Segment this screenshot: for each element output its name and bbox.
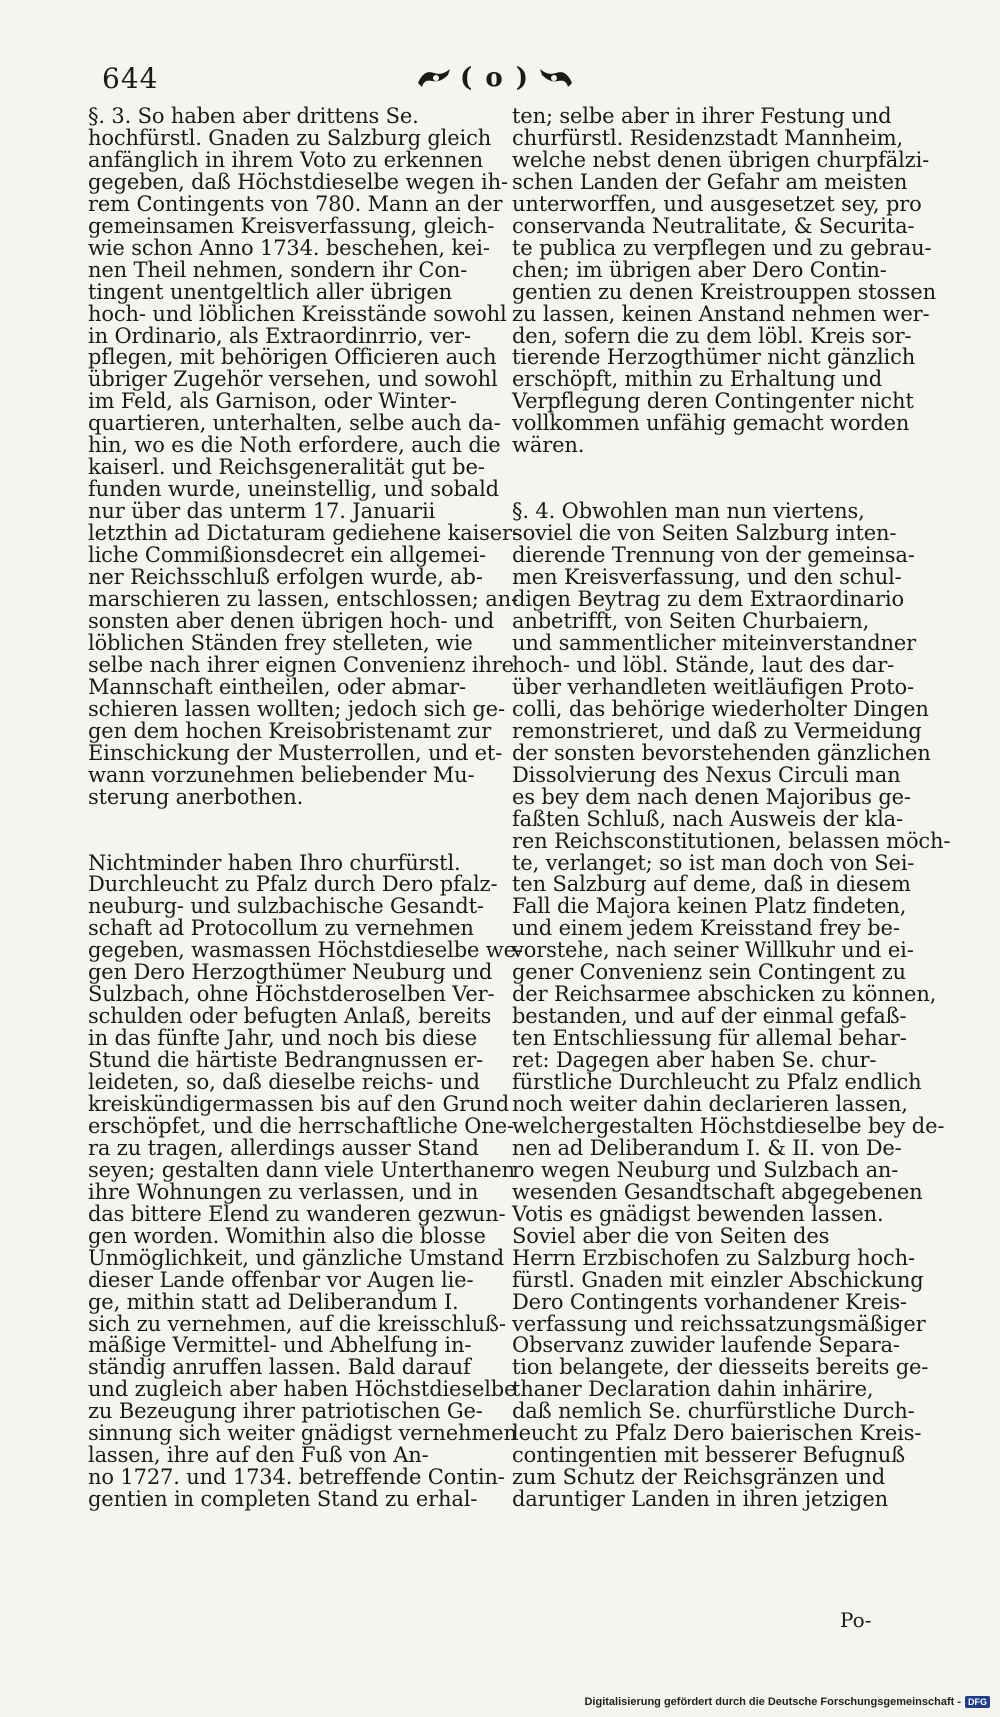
text-line: der sonsten bevorstehenden gänzlichen <box>512 740 931 765</box>
text-line: hochfürstl. Gnaden zu Salzburg gleich <box>88 125 492 150</box>
text-line: vollkommen unfähig gemacht worden <box>512 411 910 436</box>
text-line: te, verlanget; so ist man doch von Sei- <box>512 850 915 875</box>
text-line: ren Reichsconstitutionen, belassen möch- <box>512 828 951 853</box>
text-line: das bittere Elend zu wanderen gezwun- <box>88 1201 506 1226</box>
text-line: ten Entschliessung für allemal behar- <box>512 1026 907 1051</box>
text-line: zum Schutz der Reichsgränzen und <box>512 1465 886 1490</box>
text-line: zu Bezeugung ihrer patriotischen Ge- <box>88 1399 483 1424</box>
text-line: gentien in completen Stand zu erhal- <box>88 1487 478 1512</box>
text-line: sterung anerbothen. <box>88 784 304 809</box>
ornament-text: ( o ) <box>459 63 531 93</box>
text-line: mäßige Vermittel- und Abhelfung in- <box>88 1333 472 1358</box>
text-line: marschieren zu lassen, entschlossen; an- <box>88 586 518 611</box>
text-line: Mannschaft eintheilen, oder abmar- <box>88 674 466 699</box>
left-column <box>88 104 523 1512</box>
text-line: neuburg- und sulzbachische Gesandt- <box>88 894 484 919</box>
text-line: Durchleucht zu Pfalz durch Dero pfalz- <box>88 872 498 897</box>
text-line: tion belangete, der diesseits bereits ge- <box>512 1355 929 1380</box>
text-line: gener Convenienz sein Contingent zu <box>512 960 906 985</box>
text-line: pflegen, mit behörigen Officieren auch <box>88 345 497 370</box>
dfg-logo: DFG <box>965 1696 990 1708</box>
text-line: Verpflegung deren Contingenter nicht <box>512 389 914 414</box>
text-line: funden wurde, uneinstellig, und sobald <box>88 477 499 502</box>
text-line: Nichtminder haben Ihro churfürstl. <box>88 850 461 875</box>
text-line: ständig anruffen lassen. Bald darauf <box>88 1355 471 1380</box>
text-line: quartieren, unterhalten, selbe auch da- <box>88 411 501 436</box>
text-line: dieser Lande offenbar vor Augen lie- <box>88 1267 474 1292</box>
text-line: schieren lassen wollten; jedoch sich ge- <box>88 696 505 721</box>
text-line: nur über das unterm 17. Januarii <box>88 499 436 524</box>
text-line: te publica zu verpflegen und zu gebrau- <box>512 235 932 260</box>
text-line: sonsten aber denen übrigen hoch- und <box>88 608 495 633</box>
text-line: es bey dem nach denen Majoribus ge- <box>512 784 911 809</box>
text-line: nen ad Deliberandum I. & II. von De- <box>512 1135 902 1160</box>
text-line: ro wegen Neuburg und Sulzbach an- <box>512 1157 899 1182</box>
text-line: gen Dero Herzogthümer Neuburg und <box>88 960 493 985</box>
text-line: Fall die Majora keinen Platz findeten, <box>512 894 907 919</box>
text-line: ten; selbe aber in ihrer Festung und <box>512 104 892 128</box>
text-line: kreiskündigermassen bis auf den Grund <box>88 1091 510 1116</box>
text-line: selbe nach ihrer eignen Convenienz ihre <box>88 652 514 677</box>
text-line: faßten Schluß, nach Ausweis der kla- <box>512 806 903 831</box>
text-line: gen dem hochen Kreisobristenamt zur <box>88 718 492 743</box>
text-line: remonstrieret, und daß zu Vermeidung <box>512 718 922 743</box>
text-line: ner Reichsschluß erfolgen wurde, ab- <box>88 565 483 590</box>
text-line: wann vorzunehmen beliebender Mu- <box>88 762 475 787</box>
text-line: gegeben, daß Höchstdieselbe wegen ih- <box>88 169 508 194</box>
text-line: schen Landen der Gefahr am meisten <box>512 169 908 194</box>
text-line: welche nebst denen übrigen churpfälzi- <box>512 147 930 172</box>
paragraph-pfalz <box>88 850 523 1512</box>
text-line: in das fünfte Jahr, und noch bis diese <box>88 1026 478 1051</box>
text-line: §. 3. So haben aber drittens Se. <box>88 104 419 128</box>
text-line: Observanz zuwider laufende Separa- <box>512 1333 900 1358</box>
text-line: gegeben, wasmassen Höchstdieselbe we- <box>88 938 523 963</box>
paragraph-section-3 <box>88 104 519 809</box>
text-line: lassen, ihre auf den Fuß von An- <box>88 1443 429 1468</box>
text-line: gen worden. Womithin also die blosse <box>88 1223 486 1248</box>
text-line: no 1727. und 1734. betreffende Contin- <box>88 1465 505 1490</box>
catchword: Po- <box>840 1608 872 1632</box>
text-line: leideten, so, daß dieselbe reichs- und <box>88 1070 480 1095</box>
text-line: Stund die härtiste Bedrangnussen er- <box>88 1048 484 1073</box>
text-line: verfassung und reichssatzungsmäßiger <box>512 1311 926 1336</box>
text-line: den, sofern die zu dem löbl. Kreis sor- <box>512 323 912 348</box>
text-line: fürstliche Durchleucht zu Pfalz endlich <box>512 1070 922 1095</box>
text-line: rem Contingents von 780. Mann an der <box>88 191 503 216</box>
text-line: chen; im übrigen aber Dero Contin- <box>512 257 887 282</box>
text-line: Einschickung der Musterrollen, und et- <box>88 740 503 765</box>
text-line: und sammentlicher miteinverstandner <box>512 630 917 655</box>
text-line: Herrn Erzbischofen zu Salzburg hoch- <box>512 1245 915 1270</box>
text-line: daruntiger Landen in ihren jetzigen <box>512 1487 888 1512</box>
paragraph-gap <box>88 809 456 853</box>
text-line: Votis es gnädigst bewenden lassen. <box>512 1201 884 1226</box>
text-line: schaft ad Protocollum zu vernehmen <box>88 916 474 941</box>
text-line: seyen; gestalten dann viele Unterthanen <box>88 1157 515 1182</box>
text-line: noch weiter dahin declarieren lassen, <box>512 1091 908 1116</box>
right-column <box>512 104 951 1512</box>
text-line: letzthin ad Dictaturam gediehene kaiser- <box>88 521 519 546</box>
text-line: Sulzbach, ohne Höchstderoselben Ver- <box>88 982 495 1007</box>
text-line: sinnung sich weiter gnädigst vernehmen <box>88 1421 517 1446</box>
text-line: conservanda Neutralitate, & Securita- <box>512 213 915 238</box>
text-line: thaner Declaration dahin inhärire, <box>512 1377 874 1402</box>
right-fleuron-icon <box>536 63 576 93</box>
text-line: liche Commißionsdecret ein allgemei- <box>88 543 486 568</box>
text-line: zu lassen, keinen Anstand nehmen wer- <box>512 301 930 326</box>
text-line: tingent unentgeltlich aller übrigen <box>88 279 453 304</box>
text-line: unterworffen, und ausgesetzet sey, pro <box>512 191 922 216</box>
text-line: ret: Dagegen aber haben Se. chur- <box>512 1048 877 1073</box>
footer-text: Digitalisierung gefördert durch die Deutsche Forschungsgemeinschaft - <box>584 1696 961 1708</box>
text-line: anfänglich in ihrem Voto zu erkennen <box>88 147 484 172</box>
text-line: Dissolvierung des Nexus Circuli man <box>512 762 901 787</box>
text-line: erschöpft, mithin zu Erhaltung und <box>512 367 883 392</box>
text-line: colli, das behörige wiederholter Dingen <box>512 696 929 721</box>
text-line: nen Theil nehmen, sondern ihr Con- <box>88 257 468 282</box>
text-line: dierende Trennung von der gemeinsa- <box>512 543 915 568</box>
text-line: kaiserl. und Reichsgeneralität gut be- <box>88 455 485 480</box>
text-line: übriger Zugehör versehen, und sowohl <box>88 367 498 392</box>
text-line: löblichen Ständen frey stelleten, wie <box>88 630 473 655</box>
text-line: sich zu vernehmen, auf die kreisschluß- <box>88 1311 506 1336</box>
text-line: Soviel aber die von Seiten des <box>512 1223 830 1248</box>
text-line: fürstl. Gnaden mit einzler Abschickung <box>512 1267 924 1292</box>
text-line: digen Beytrag zu dem Extraordinario <box>512 587 904 612</box>
text-line: der Reichsarmee abschicken zu können, <box>512 982 937 1007</box>
text-line: welchergestalten Höchstdieselbe bey de- <box>512 1113 945 1138</box>
text-line: wesenden Gesandtschaft abgegebenen <box>512 1179 923 1204</box>
text-line: Dero Contingents vorhandener Kreis- <box>512 1289 907 1314</box>
page-number: 644 <box>102 62 159 95</box>
text-line: über verhandleten weitläufigen Proto- <box>512 674 914 699</box>
text-line: daß nemlich Se. churfürstliche Durch- <box>512 1399 915 1424</box>
text-line: hin, wo es die Noth erfordere, auch die <box>88 433 501 458</box>
paragraph-section-4 <box>512 499 951 1512</box>
text-line: ihre Wohnungen zu verlassen, und in <box>88 1179 479 1204</box>
text-line: in Ordinario, als Extraordinrrio, ver- <box>88 323 471 348</box>
text-line: ten Salzburg auf deme, daß in diesem <box>512 872 911 897</box>
text-line: hoch- und löbl. Stände, laut des dar- <box>512 652 895 677</box>
text-line: schulden oder befugten Anlaß, bereits <box>88 1004 492 1029</box>
left-fleuron-icon <box>414 63 454 93</box>
text-line: erschöpfet, und die herrschaftliche One- <box>88 1113 514 1138</box>
text-line: contingentien mit besserer Befugnuß <box>512 1443 905 1468</box>
text-line: wie schon Anno 1734. beschehen, kei- <box>88 235 490 260</box>
paragraph-continuation <box>512 104 936 458</box>
text-line: men Kreisverfassung, und den schul- <box>512 565 902 590</box>
text-line: churfürstl. Residenzstadt Mannheim, <box>512 125 904 150</box>
text-line: tierende Herzogthümer nicht gänzlich <box>512 345 916 370</box>
text-line: bestanden, und auf der einmal gefaß- <box>512 1004 907 1029</box>
text-line: wären. <box>512 433 585 458</box>
text-line: im Feld, als Garnison, oder Winter- <box>88 389 457 414</box>
text-line: soviel die von Seiten Salzburg inten- <box>512 521 897 546</box>
text-line: und zugleich aber haben Höchstdieselbe <box>88 1377 517 1402</box>
text-line: leucht zu Pfalz Dero baierischen Kreis- <box>512 1421 922 1446</box>
text-line: ra zu tragen, allerdings ausser Stand <box>88 1135 479 1160</box>
text-line: ge, mithin statt ad Deliberandum I. <box>88 1289 459 1314</box>
text-line: anbetrifft, von Seiten Churbaiern, <box>512 609 870 634</box>
text-line: vorstehe, nach seiner Willkuhr und ei- <box>512 938 914 963</box>
paragraph-gap <box>512 457 880 501</box>
header-ornament <box>410 60 580 96</box>
text-line: und einem jedem Kreisstand frey be- <box>512 916 900 941</box>
text-line: gemeinsamen Kreisverfassung, gleich- <box>88 213 495 238</box>
text-line: gentien zu denen Kreistrouppen stossen <box>512 279 936 304</box>
digitization-footer <box>584 1696 990 1708</box>
text-line: §. 4. Obwohlen man nun viertens, <box>512 499 865 524</box>
text-line: Unmöglichkeit, und gänzliche Umstand <box>88 1245 505 1270</box>
text-line: hoch- und löblichen Kreisstände sowohl <box>88 301 507 326</box>
